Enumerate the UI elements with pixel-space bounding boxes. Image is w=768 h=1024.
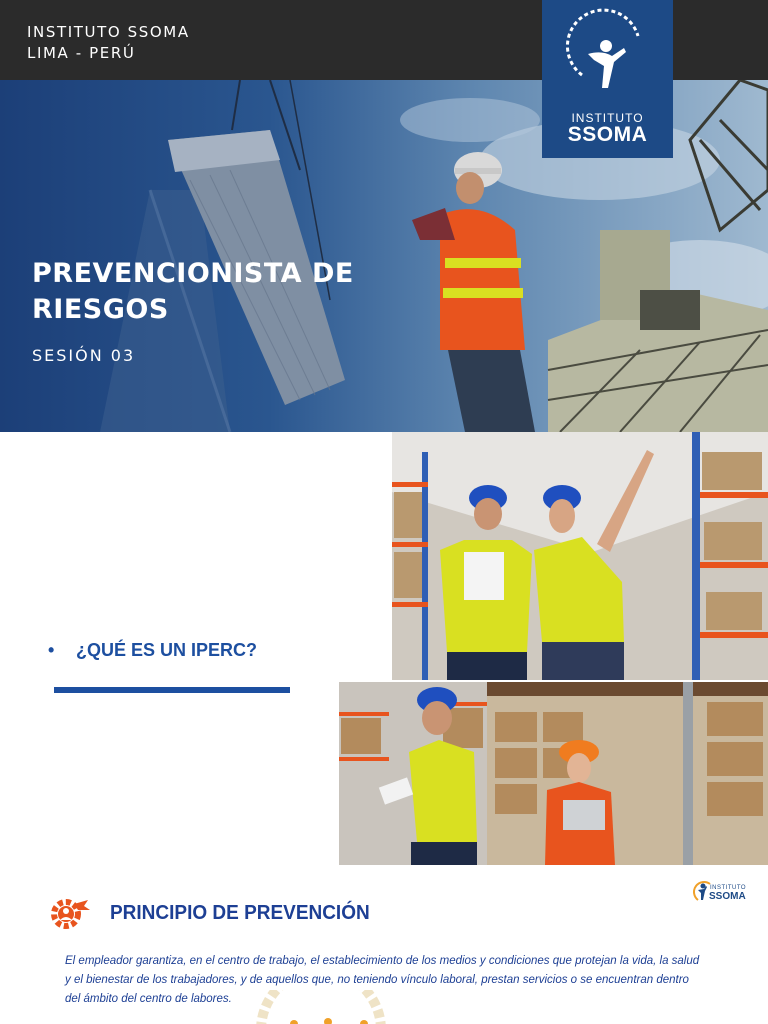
warehouse-photo-main <box>392 432 768 680</box>
iperc-question-text: ¿QUÉ ES UN IPERC? <box>76 640 258 660</box>
organization-name <box>27 22 190 64</box>
mini-logo-line-2: SSOMA <box>709 891 746 902</box>
course-title: PREVENCIONISTA DE RIESGOS <box>32 258 354 325</box>
gear-people-icon <box>48 896 92 932</box>
slide-iperc <box>0 432 768 865</box>
ssoma-mini-logo <box>690 874 756 910</box>
warehouse-photo-woman <box>487 682 768 865</box>
org-line-2: LIMA - PERÚ <box>27 44 136 62</box>
worker-figure <box>412 152 535 432</box>
warehouse-photo-worker <box>339 682 487 865</box>
session-label: SESIÓN 03 <box>32 346 136 365</box>
title-underline <box>54 687 290 693</box>
decorative-gear-icon <box>256 990 386 1024</box>
org-line-1: INSTITUTO SSOMA <box>27 23 190 41</box>
logo-line-1: INSTITUTO <box>571 111 644 125</box>
slide-principio <box>0 866 768 1024</box>
logo-line-2: SSOMA <box>567 123 648 146</box>
mini-logo-line-1: INSTITUTO <box>710 885 747 891</box>
bullet-dot: • <box>48 640 55 660</box>
principle-title: PRINCIPIO DE PREVENCIÓN <box>110 902 370 924</box>
ssoma-logo-icon <box>542 0 673 110</box>
ssoma-logo <box>542 0 673 158</box>
principle-body: El empleador garantiza, en el centro de trabajo, el establecimiento de los medios y condiciones que protejan la vida, la salud y el bienestar de los trabajadores, y de aquellos que, no teniendo vínculo laboral, prestan servicios o se encuentran dentro del ámbito del centro de labores. <box>65 955 700 1005</box>
iperc-question <box>48 640 257 661</box>
